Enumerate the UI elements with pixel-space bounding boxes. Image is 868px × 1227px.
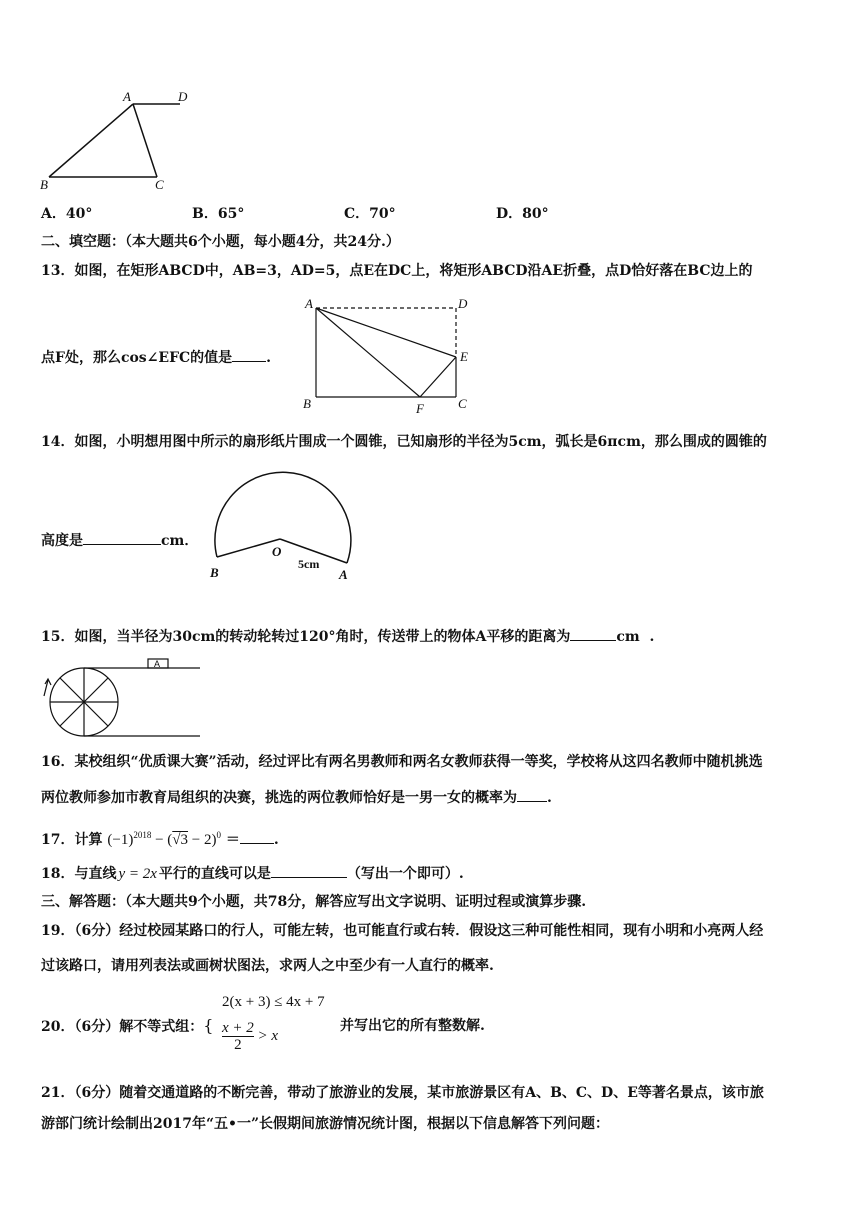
label-b: B xyxy=(210,565,219,580)
label-c: C xyxy=(155,177,164,192)
question-15 xyxy=(41,626,654,646)
q18-prefix: 18．与直线 xyxy=(41,866,117,882)
question-17 xyxy=(41,826,279,849)
option-b: B．65° xyxy=(192,206,245,222)
label-o: O xyxy=(272,544,282,559)
question-20-prefix: 20．（6分）解不等式组：{ xyxy=(41,1016,214,1035)
q17-expression xyxy=(107,832,221,848)
sqrt-expr: √3 xyxy=(172,832,189,848)
q20-suffix: 并写出它的所有整数解. xyxy=(340,1018,485,1034)
question-13-line2 xyxy=(41,347,271,367)
inequality-1: 2(x + 3) ≤ 4x + 7 xyxy=(222,994,325,1010)
q13-text: 点F处，那么cos∠EFC的值是 xyxy=(41,350,233,366)
exponent: 2018 xyxy=(133,830,152,840)
wheel-belt-figure xyxy=(44,659,200,736)
q13-end: . xyxy=(266,350,272,366)
question-14-line2 xyxy=(41,530,198,550)
expr-part: − 2) xyxy=(188,832,217,848)
label-d: D xyxy=(458,296,468,311)
question-18 xyxy=(41,863,464,883)
label-b: B xyxy=(40,177,48,192)
label-b: B xyxy=(303,396,311,411)
question-16-line2 xyxy=(41,787,552,807)
denominator: 2 xyxy=(234,1037,242,1053)
label-c: C xyxy=(458,396,467,411)
inequality-rhs: > x xyxy=(257,1027,279,1044)
question-21-line2: 游部门统计绘制出2017年“五•一”长假期间旅游情况统计图，根据以下信息解答下列问题： xyxy=(41,1116,610,1132)
expr-part: − ( xyxy=(151,832,173,848)
label-d: D xyxy=(178,89,188,104)
answer-blank xyxy=(570,626,616,641)
q14-text: 高度是 xyxy=(41,533,83,549)
question-14-line1: 14．如图，小明想用图中所示的扇形纸片围成一个圆锥，已知扇形的半径为5cm，弧长是6πcm，那么围成的圆锥的 xyxy=(41,434,767,450)
q15-unit: cm xyxy=(616,629,640,645)
q15-text: 15．如图，当半径为30cm的转动轮转过120°角时，传送带上的物体A平移的距离为 xyxy=(41,629,571,645)
q16-end: . xyxy=(547,790,552,806)
label-a: A xyxy=(123,89,131,104)
triangle-abc xyxy=(49,104,180,177)
box-label-a: A xyxy=(154,659,161,669)
line-equation: y = 2x xyxy=(118,866,157,882)
answer-blank xyxy=(83,530,161,545)
q16-text: 两位教师参加市教育局组织的决赛，挑选的两位教师恰好是一男一女的概率为 xyxy=(41,790,517,806)
equals-sign: ＝ xyxy=(220,832,240,848)
q17-end: . xyxy=(273,832,279,848)
label-e: E xyxy=(460,349,468,364)
q14-unit: cm． xyxy=(161,533,199,549)
option-d: D．80° xyxy=(496,206,549,222)
radius-label: 5cm xyxy=(298,557,320,571)
label-f: F xyxy=(416,401,424,416)
numerator: x + 2 xyxy=(222,1020,254,1036)
question-21-line1: 21．（6分）随着交通道路的不断完善，带动了旅游业的发展，某市旅游景区有A、B、C、D、E等著名景点，该市旅 xyxy=(41,1085,764,1101)
q20-prefix: 20．（6分）解不等式组： xyxy=(41,1019,204,1035)
section-heading-solutions: 三、解答题：（本大题共9个小题，共78分，解答应写出文字说明、证明过程或演算步骤. xyxy=(41,894,587,910)
q18-mid: 平行的直线可以是 xyxy=(158,866,271,882)
q18-note: （写出一个即可）. xyxy=(346,866,464,882)
expr-part: (−1) xyxy=(107,832,134,848)
inequality-2 xyxy=(222,1020,278,1053)
fraction xyxy=(222,1020,254,1053)
exponent: 0 xyxy=(216,830,221,840)
question-19-line2: 过该路口，请用列表法或画树状图法，求两人之中至少有一人直行的概率. xyxy=(41,958,494,974)
answer-blank xyxy=(271,863,347,878)
label-a: A xyxy=(305,296,313,311)
rectangle-fold-figure xyxy=(316,308,456,397)
question-13-line1: 13．如图，在矩形ABCD中，AB=3，AD=5，点E在DC上，将矩形ABCD沿AE折叠，点D恰好落在BC边上的 xyxy=(41,263,753,279)
option-c: C．70° xyxy=(344,206,396,222)
q15-end: . xyxy=(649,629,655,645)
question-19-line1: 19．（6分）经过校园某路口的行人，可能左转，也可能直行或右转．假设这三种可能性相同，现有小明和小亮两人经 xyxy=(41,923,764,939)
option-a: A．40° xyxy=(41,206,93,222)
q17-prefix: 17．计算 xyxy=(41,832,103,848)
answer-blank xyxy=(232,347,266,362)
label-a: A xyxy=(339,567,348,582)
question-16-line1: 16．某校组织“优质课大赛”活动，经过评比有两名男教师和两名女教师获得一等奖，学校将从这四名教师中随机挑选 xyxy=(41,754,763,770)
answer-blank xyxy=(240,829,274,844)
section-heading-fill-in: 二、填空题：（本大题共6个小题，每小题4分，共24分.） xyxy=(41,234,400,250)
sector-figure xyxy=(215,472,351,563)
answer-blank xyxy=(517,787,547,802)
